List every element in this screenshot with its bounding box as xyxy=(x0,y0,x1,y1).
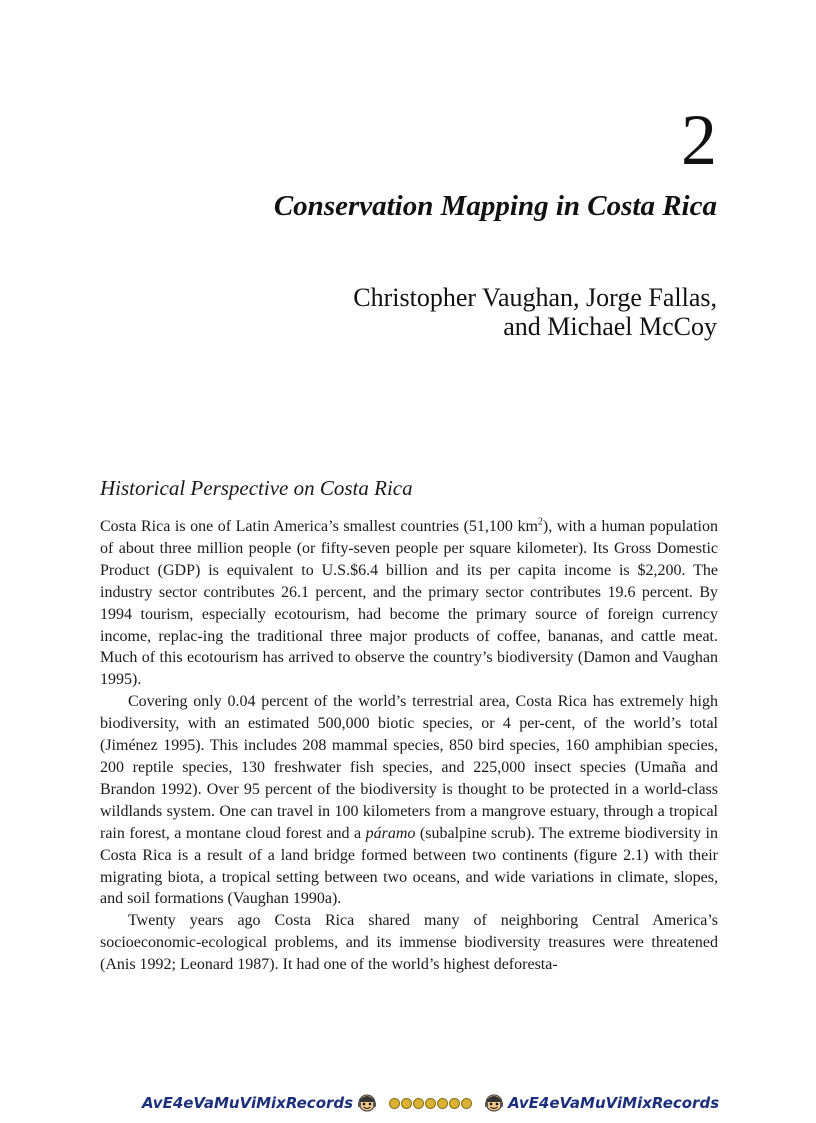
paragraph-3: Twenty years ago Costa Rica shared many of neighboring Central America’s socioeconomic-ecological problems, and its immense biodiversity treasures were threatened (Anis 1992; Leonard 1987). It had one of the world’s highest deforesta- xyxy=(100,912,718,974)
dot-icon xyxy=(389,1098,400,1109)
section-heading: Historical Perspective on Costa Rica xyxy=(100,476,413,500)
footer-left-text: AvE4eVaMuViMixRecords xyxy=(142,1094,354,1112)
paragraph-2-part-a: Covering only 0.04 percent of the world’s terrestrial area, Costa Rica has extremely high biodiversity, with an estimated 500,000 biotic species, or 4 per-cent, of the world’s total (Jiménez 1995). This includes 208 mammal species, 850 bird species, 160 amphibian species, 200 reptile species, 130 freshwater fish species, and 225,000 insect species (Umaña and Brandon 1992). Over 95 percent of the biodiversity is thought to be protected in a world-class wildlands system. One can travel in 100 kilometers from a mangrove estuary, through a tropical rain forest, a montane cloud forest and a xyxy=(100,693,718,842)
dot-icon xyxy=(449,1098,460,1109)
paragraph-1 xyxy=(100,516,718,691)
cartoon-face-icon xyxy=(484,1093,504,1113)
dot-icon xyxy=(413,1098,424,1109)
dot-icon xyxy=(437,1098,448,1109)
dot-icon xyxy=(401,1098,412,1109)
chapter-authors xyxy=(353,283,717,341)
footer-right-text: AvE4eVaMuViMixRecords xyxy=(508,1094,720,1112)
body-text xyxy=(100,516,718,976)
dot-icon xyxy=(461,1098,472,1109)
dot-icon xyxy=(425,1098,436,1109)
paragraph-2-part-b: (subalpine scrub). The extreme biodiversity in Costa Rica is a result of a land bridge formed between two continents (figure 2.1) with their migrating biota, a tropical setting between two oceans, and wide variations in climate, slopes, and soil formations (Vaughan 1990a). xyxy=(100,824,719,908)
paragraph-1-part-b: ), with a human population of about three million people (or fifty-seven people per square kilometer). Its Gross Domestic Product (GDP) is equivalent to U.S.$6.4 billion and its per capita income is $2,200. The industry sector contributes 26.1 percent, and the primary sector contributes 19.6 percent. By 1994 tourism, especially ecotourism, had become the primary source of foreign currency income, replac-ing the traditional three major products of coffee, bananas, and cattle meat. Much of this ecotourism has arrived to observe the country’s biodiversity (Damon and Vaughan 1995). xyxy=(100,518,719,689)
paragraph-2 xyxy=(100,691,718,910)
footer-dots xyxy=(389,1098,472,1109)
cartoon-face-icon xyxy=(357,1093,377,1113)
footer-watermark xyxy=(142,1090,720,1116)
superscript-2: 2 xyxy=(537,516,543,528)
authors-line-2: and Michael McCoy xyxy=(503,312,717,341)
chapter-title: Conservation Mapping in Costa Rica xyxy=(273,190,717,222)
paramo-term: páramo xyxy=(365,824,416,842)
paragraph-1-part-a: Costa Rica is one of Latin America’s smallest countries (51,100 km xyxy=(100,518,538,535)
authors-line-1: Christopher Vaughan, Jorge Fallas, xyxy=(353,283,717,312)
chapter-number: 2 xyxy=(681,100,717,180)
